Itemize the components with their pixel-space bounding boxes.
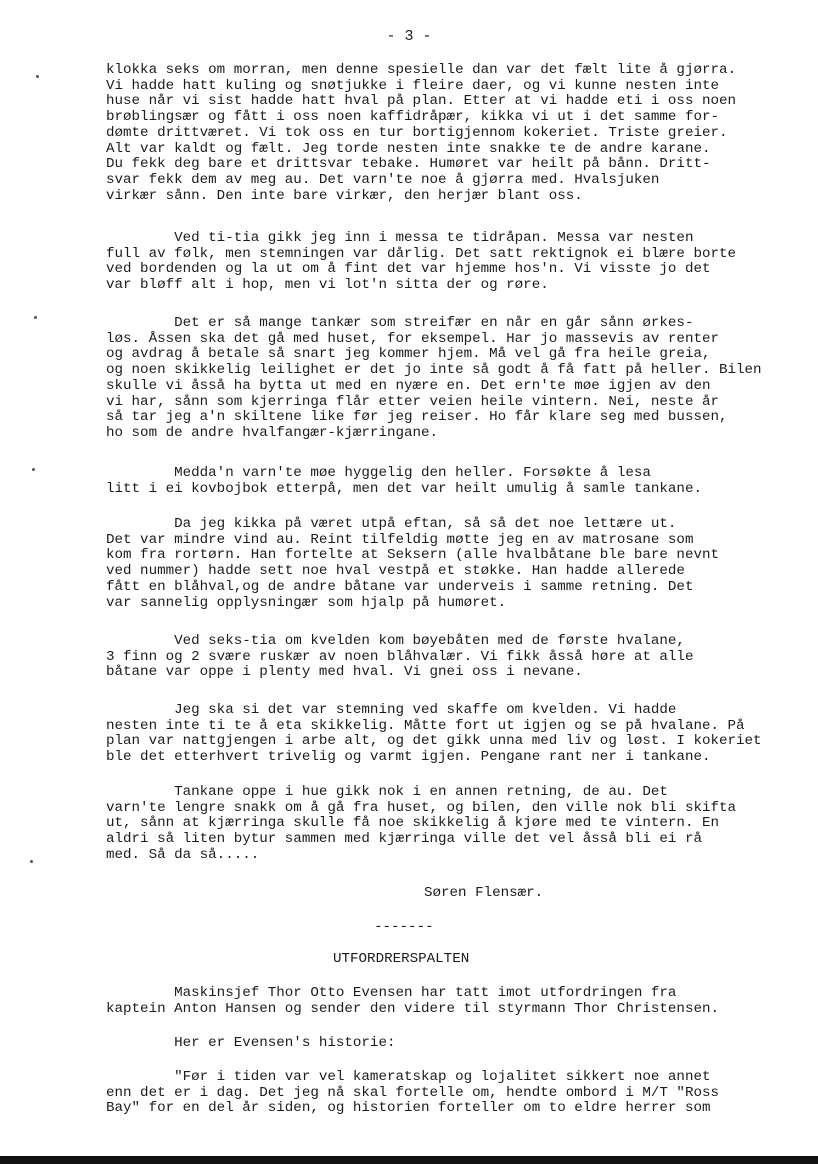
section-paragraph: Maskinsjef Thor Otto Evensen har tatt imot utfordringen fra kaptein Anton Hansen og sender den videre til styrmann Thor Christensen. bbox=[106, 985, 719, 1017]
paragraph: Tankane oppe i hue gikk nok i en annen retning, de au. Det varn'te lengre snakk om å gå fra huset, og bilen, den ville nok bli skifta ut, sånn at kjærringa skulle få noe skikkelig å kjøre med te vintern. En aldri så liten bytur sammen med kjærringa ville det vel åsså bli ei rå med. Så da så..... bbox=[106, 784, 737, 863]
margin-mark bbox=[30, 860, 33, 863]
paragraph: Medda'n varn'te møe hyggelig den heller. Forsøkte å lesa litt i ei kovbojbok etterpå, men det var heilt umulig å samle tankane. bbox=[106, 465, 702, 497]
signature: Søren Flensær. bbox=[424, 885, 544, 901]
divider: ------- bbox=[374, 919, 434, 935]
section-paragraph: Her er Evensen's historie: bbox=[106, 1035, 396, 1051]
section-title: UTFORDRERSPALTEN bbox=[333, 951, 470, 967]
paragraph: Da jeg kikka på været utpå eftan, så så det noe lettære ut. Det var mindre vind au. Reint tilfeldig møtte jeg en av matrosane som kom fra rortørn. Han fortelte at Seksern (alle hvalbåtane ble bare nevnt ved nummer) hadde sett noe hval vestpå et støkke. Han hadde allerede fått en blåhval,og de andre båtane var underveis i samme retning. Det var sannelig opplysningær som hjalp på humøret. bbox=[106, 516, 719, 611]
margin-mark bbox=[34, 316, 37, 319]
paragraph: Det er så mange tankær som streifær en når en går sånn ørkes- løs. Åssen ska det gå med huset, for eksempel. Har jo massevis av renter og avdrag å betale så snart jeg kommer hjem. Må vel gå fra heile greia, og noen skikkelig leilighet er det jo inte så godt å få fatt på heller. Bilen skulle vi åsså ha bytta ut med en nyære en. Det ern'te møe igjen av den vi har, sånn som kjerringa flår etter veien heile vintern. Nei, neste år så tar jeg a'n skiltene like før jeg reiser. Ho får klare seg med bussen, ho som de andre hvalfangær-kjærringane. bbox=[106, 315, 762, 441]
paragraph: Ved seks-tia om kvelden kom bøyebåten med de første hvalane, 3 finn og 2 svære ruskær av noen blåhvalær. Vi fikk åsså høre at alle båtane var oppe i plenty med hval. Vi gnei oss i nevane. bbox=[106, 633, 694, 681]
paragraph: Ved ti-tia gikk jeg inn i messa te tidråpan. Messa var nesten full av følk, men stemningen var dårlig. Det satt rektignok ei blære borte ved bordenden og la ut om å fint det var hjemme hos'n. Vi visste jo det var bløff alt i hop, men vi lot'n sitta der og røre. bbox=[106, 230, 737, 294]
paragraph: klokka seks om morran, men denne spesielle dan var det fælt lite å gjørra. Vi hadde hatt kuling og snøtjukke i fleire daer, og vi kunne nesten inte huse når vi sist hadde hatt hval på plan. Etter at vi hadde eti i oss noen brøblingsær og fått i oss noen kaffidråpær, kikka vi ut i det samme for- dømte drittværet. Vi tok oss en tur bortigjennom kokeriet. Triste greier. Alt var kaldt og fælt. Jeg torde nesten inte snakke te de andre karane. Du fekk deg bare et drittsvar tebake. Humøret var heilt på bånn. Dritt- svar fekk dem av meg au. Det varn'te noe å gjørra med. Hvalsjuken virkær sånn. Den inte bare virkær, den herjær blant oss. bbox=[106, 62, 737, 204]
page-number: - 3 - bbox=[386, 28, 432, 45]
margin-mark bbox=[36, 75, 39, 78]
margin-mark bbox=[32, 468, 35, 471]
scan-edge bbox=[0, 1156, 818, 1164]
paragraph: Jeg ska si det var stemning ved skaffe om kvelden. Vi hadde nesten inte ti te å eta skikkelig. Måtte fort ut igjen og se på hvalane. På plan var nattgjengen i arbe alt, og det gikk unna med liv og løst. I kokeriet ble det etterhvert trivelig og varmt igjen. Pengane rant ner i tankane. bbox=[106, 702, 762, 766]
section-paragraph: "Før i tiden var vel kameratskap og lojalitet sikkert noe annet enn det er i dag. Det jeg nå skal fortelle om, hendte ombord i M/T "Ross Bay" for en del år siden, og historien forteller om to eldre herrer som bbox=[106, 1069, 719, 1117]
